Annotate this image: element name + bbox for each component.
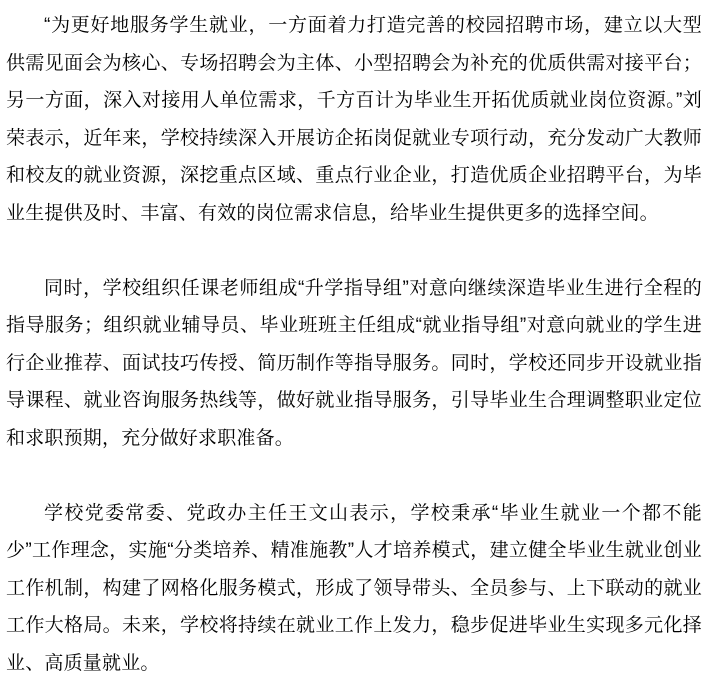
- paragraph-school-leadership: 学校党委常委、党政办主任王文山表示，学校秉承“毕业生就业一个都不能少”工作理念，实施“分类培养、精准施教”人才培养模式，建立健全毕业生就业创业工作机制，构建了网格化服务模式，形成了领导带头、全员参与、上下联动的就业工作大格局。未来，学校将持续在就业工作上发力，稳步促进毕业生实现多元化择业、高质量就业。: [6, 502, 702, 674]
- paragraph-recruitment-platform: “为更好地服务学生就业，一方面着力打造完善的校园招聘市场，建立以大型供需见面会为核心、专场招聘会为主体、小型招聘会为补充的优质供需对接平台；另一方面，深入对接用人单位需求，千方百计为毕业生开拓优质就业岗位资源。”刘荣表示，近年来，学校持续深入开展访企拓岗促就业专项行动，充分发动广大教师和校友的就业资源，深挖重点区域、重点行业企业，打造优质企业招聘平台，为毕业生提供及时、丰富、有效的岗位需求信息，给毕业生提供更多的选择空间。: [6, 15, 702, 224]
- paragraph-guidance-groups: 同时，学校组织任课老师组成“升学指导组”对意向继续深造毕业生进行全程的指导服务；组织就业辅导员、毕业班班主任组成“就业指导组”对意向就业的学生进行企业推荐、面试技巧传授、简历制作等指导服务。同时，学校还同步开设就业指导课程、就业咨询服务热线等，做好就业指导服务，引导毕业生合理调整职业定位和求职预期，充分做好求职准备。: [6, 277, 702, 449]
